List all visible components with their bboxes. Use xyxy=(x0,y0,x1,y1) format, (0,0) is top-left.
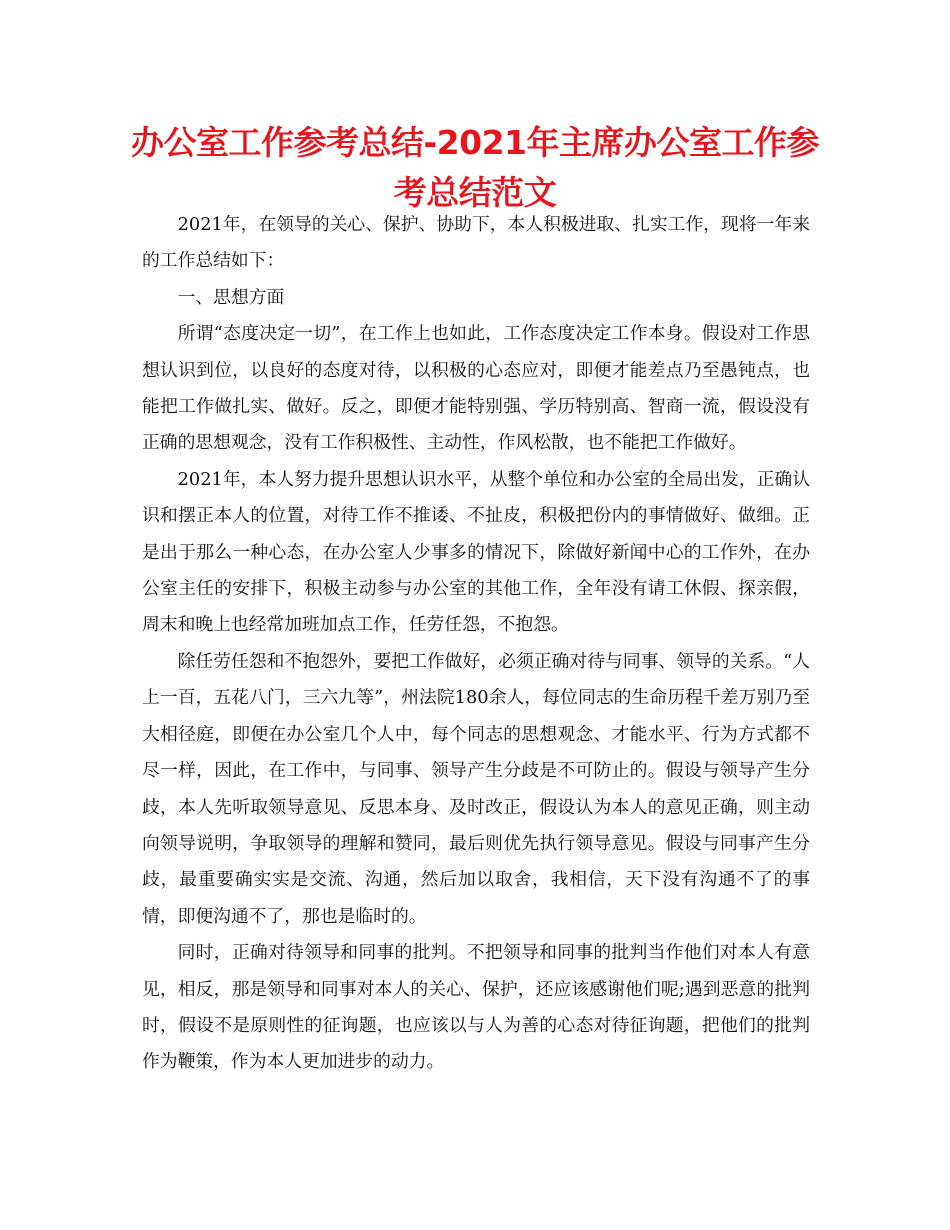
paragraph-2021-effort: 2021年，本人努力提升思想认识水平，从整个单位和办公室的全局出发，正确认识和摆正本人的位置，对待工作不推诿、不扯皮，积极把份内的事情做好、做细。正是出于那么一种心态，在办公室人少事多的情况下，除做好新闻中心的工作外，在办公室主任的安排下，积极主动参与办公室的其他工作，全年没有请工休假、探亲假，周末和晚上也经常加班加点工作，任劳任怨，不抱怨。 xyxy=(142,468,810,636)
document-body xyxy=(142,207,810,1081)
paragraph-criticism: 同时，正确对待领导和同事的批判。不把领导和同事的批判当作他们对本人有意见，相反，那是领导和同事对本人的关心、保护，还应该感谢他们呢;遇到恶意的批判时，假设不是原则性的征询题，也应该以与人为善的心态对待征询题，把他们的批判作为鞭策，作为本人更加进步的动力。 xyxy=(142,942,810,1073)
paragraph-attitude: 所谓“态度决定一切”，在工作上也如此，工作态度决定工作本身。假设对工作思想认识到位，以良好的态度对待，以积极的心态应对，即便才能差点乃至愚钝点，也能把工作做扎实、做好。反之，即便才能特别强、学历特别高、智商一流，假设没有正确的思想观念，没有工作积极性、主动性，作风松散，也不能把工作做好。 xyxy=(142,323,810,454)
paragraph-colleague-relations: 除任劳任怨和不抱怨外，要把工作做好，必须正确对待与同事、领导的关系。“人上一百，五花八门，三六九等”，州法院180余人，每位同志的生命历程千差万别乃至大相径庭，即便在办公室几个人中，每个同志的思想观念、才能水平、行为方式都不尽一样，因此，在工作中，与同事、领导产生分歧是不可防止的。假设与领导产生分歧，本人先听取领导意见、反思本身、及时改正，假设认为本人的意见正确，则主动向领导说明，争取领导的理解和赞同，最后则优先执行领导意见。假设与同事产生分歧，最重要确实实是交流、沟通，然后加以取舍，我相信，天下没有沟通不了的事情，即便沟通不了，那也是临时的。 xyxy=(142,650,810,927)
section-heading: 一、思想方面 xyxy=(177,286,285,308)
document-title: 办公室工作参考总结-2021年主席办公室工作参考总结范文 xyxy=(130,123,820,212)
paragraph-intro: 2021年，在领导的关心、保护、协助下，本人积极进取、扎实工作，现将一年来的工作总结如下： xyxy=(142,214,810,272)
